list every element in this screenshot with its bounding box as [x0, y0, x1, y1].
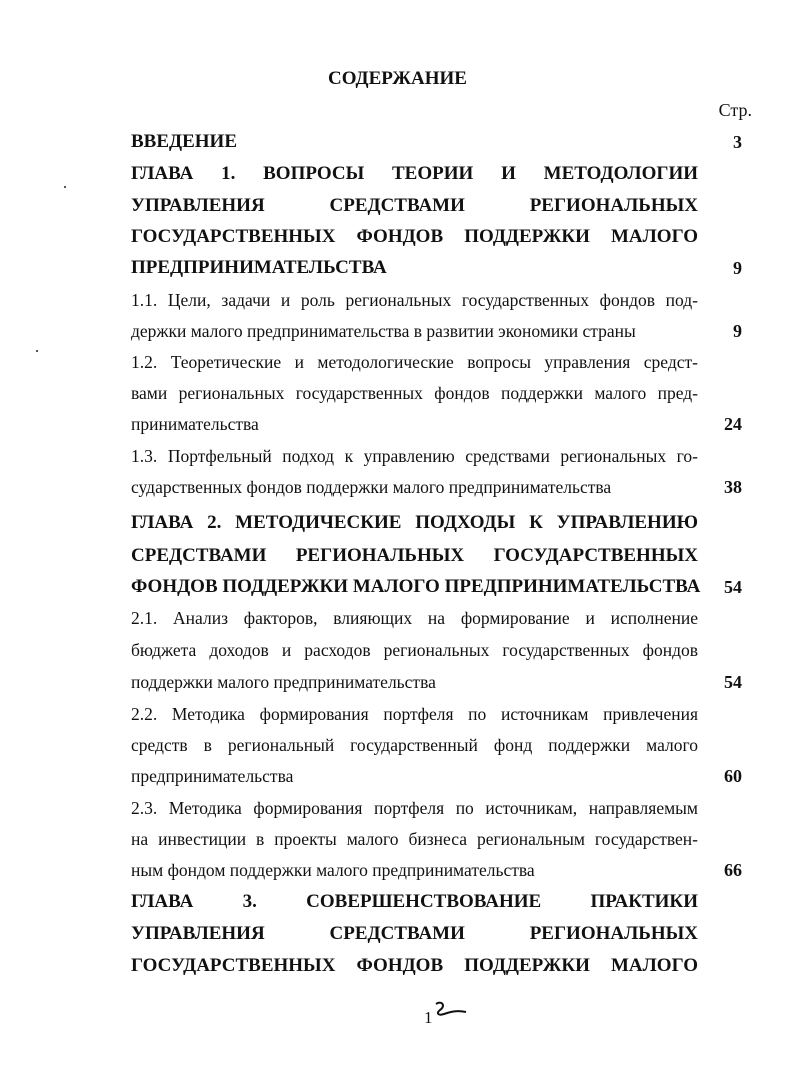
toc-entry-line: ГЛАВА 1. ВОПРОСЫ ТЕОРИИ И МЕТОДОЛОГИИ — [131, 163, 698, 184]
scan-speck — [64, 186, 66, 188]
toc-entry-line: ГОСУДАРСТВЕННЫХ ФОНДОВ ПОДДЕРЖКИ МАЛОГО — [131, 226, 698, 247]
scan-speck — [36, 350, 38, 352]
toc-entry-line: ВВЕДЕНИЕ — [131, 131, 237, 152]
toc-entry-line: поддержки малого предпринимательства — [131, 672, 436, 692]
toc-entry-line: средств в региональный государственный фонд поддержки малого — [131, 735, 698, 755]
toc-page-number: 9 — [733, 258, 742, 278]
toc-entry-line: ФОНДОВ ПОДДЕРЖКИ МАЛОГО ПРЕДПРИНИМАТЕЛЬСТВА — [131, 576, 701, 597]
toc-entry-line: держки малого предпринимательства в развитии экономики страны — [131, 321, 636, 341]
handwritten-mark-icon — [432, 1000, 472, 1022]
page-title: СОДЕРЖАНИЕ — [328, 68, 467, 89]
toc-entry-line: вами региональных государственных фондов поддержки малого пред- — [131, 383, 698, 403]
toc-entry-line: бюджета доходов и расходов региональных государственных фондов — [131, 640, 698, 660]
toc-entry-line: 1.3. Портфельный подход к управлению средствами региональных го- — [131, 446, 698, 466]
toc-page-number: 66 — [724, 860, 742, 880]
toc-entry-line: на инвестиции в проекты малого бизнеса региональным государствен- — [131, 829, 698, 849]
toc-page-number: 60 — [724, 766, 742, 786]
toc-page-number: 54 — [724, 672, 742, 692]
toc-entry-line: предпринимательства — [131, 766, 294, 786]
toc-entry-line: ГЛАВА 3. СОВЕРШЕНСТВОВАНИЕ ПРАКТИКИ — [131, 891, 698, 912]
toc-entry-line: ГЛАВА 2. МЕТОДИЧЕСКИЕ ПОДХОДЫ К УПРАВЛЕНИЮ — [131, 512, 698, 533]
toc-entry-line: 2.2. Методика формирования портфеля по источникам привлечения — [131, 704, 698, 724]
toc-entry-line: 2.3. Методика формирования портфеля по источникам, направляемым — [131, 798, 698, 818]
toc-entry-line: 1.2. Теоретические и методологические вопросы управления средст- — [131, 352, 698, 372]
toc-entry-line: 2.1. Анализ факторов, влияющих на формирование и исполнение — [131, 608, 698, 628]
page-number: 1 — [424, 1008, 433, 1027]
toc-page-number: 54 — [724, 577, 742, 597]
toc-page-number: 24 — [724, 414, 742, 434]
toc-entry-line: УПРАВЛЕНИЯ СРЕДСТВАМИ РЕГИОНАЛЬНЫХ — [131, 195, 698, 216]
toc-page-number: 3 — [733, 132, 742, 152]
toc-entry-line: ПРЕДПРИНИМАТЕЛЬСТВА — [131, 257, 387, 278]
toc-page-number: 38 — [724, 477, 742, 497]
toc-entry-line: принимательства — [131, 414, 259, 434]
toc-entry-line: СРЕДСТВАМИ РЕГИОНАЛЬНЫХ ГОСУДАРСТВЕННЫХ — [131, 545, 698, 566]
toc-entry-line: УПРАВЛЕНИЯ СРЕДСТВАМИ РЕГИОНАЛЬНЫХ — [131, 923, 698, 944]
page-column-header: Стр. — [718, 100, 752, 120]
toc-page-number: 9 — [733, 321, 742, 341]
toc-entry-line: ным фондом поддержки малого предпринимательства — [131, 860, 535, 880]
toc-entry-line: 1.1. Цели, задачи и роль региональных государственных фондов под- — [131, 290, 698, 310]
toc-entry-line: сударственных фондов поддержки малого предпринимательства — [131, 477, 612, 497]
toc-entry-line: ГОСУДАРСТВЕННЫХ ФОНДОВ ПОДДЕРЖКИ МАЛОГО — [131, 955, 698, 976]
